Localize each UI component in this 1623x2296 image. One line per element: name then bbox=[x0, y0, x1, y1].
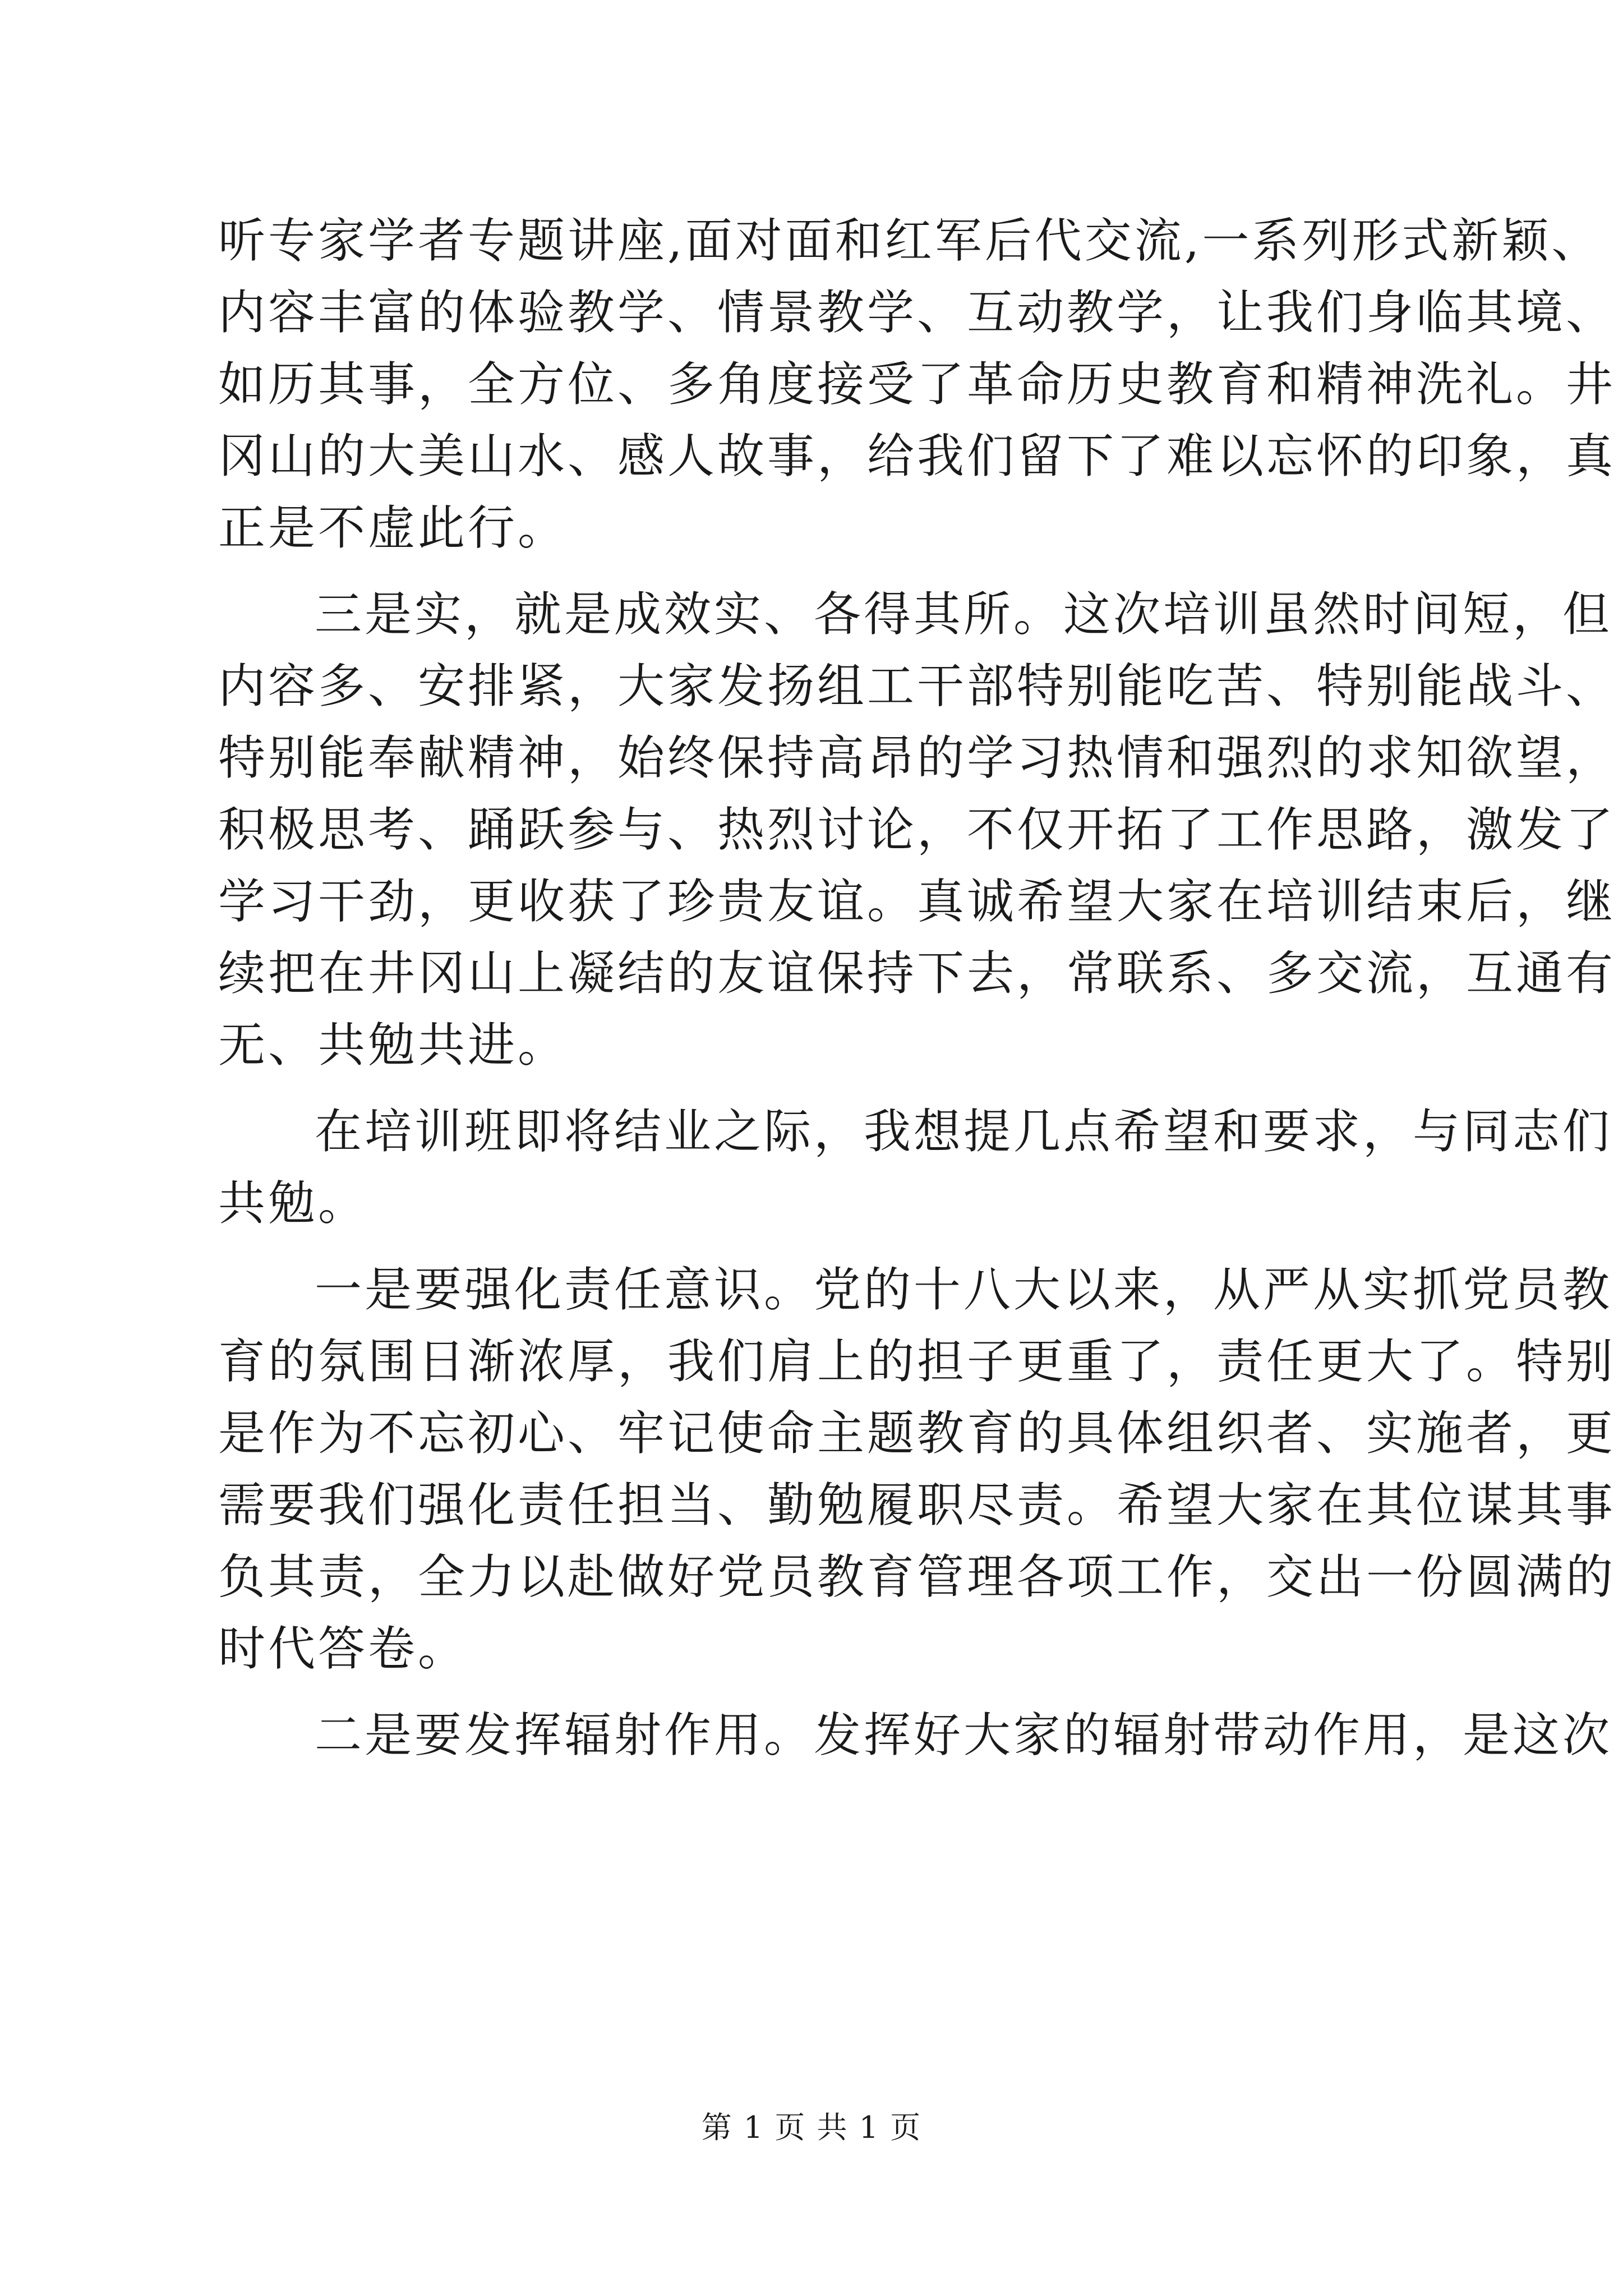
text-line: 积极思考、踊跃参与、热烈讨论，不仅开拓了工作思路，激发了 bbox=[218, 802, 1616, 857]
text-line: 是作为不忘初心、牢记使命主题教育的具体组织者、实施者，更 bbox=[218, 1406, 1616, 1461]
document-body bbox=[218, 205, 1616, 1771]
text-line: 无、共勉共进。 bbox=[218, 1018, 568, 1073]
text-line: 育的氛围日渐浓厚，我们肩上的担子更重了，责任更大了。特别 bbox=[218, 1334, 1616, 1389]
text-line: 时代答卷。 bbox=[218, 1621, 468, 1676]
text-line: 内容丰富的体验教学、情景教学、互动教学，让我们身临其境、 bbox=[218, 285, 1616, 340]
text-line: 负其责，全力以赴做好党员教育管理各项工作，交出一份圆满的 bbox=[218, 1549, 1616, 1604]
paragraph-first-line: 一是要强化责任意识。党的十八大以来，从严从实抓党员教 bbox=[315, 1262, 1613, 1317]
text-line: 正是不虚此行。 bbox=[218, 500, 568, 555]
text-line: 特别能奉献精神，始终保持高昂的学习热情和强烈的求知欲望， bbox=[218, 730, 1616, 785]
text-line: 续把在井冈山上凝结的友谊保持下去，常联系、多交流，互通有 bbox=[218, 946, 1616, 1001]
paragraph-first-line: 在培训班即将结业之际，我想提几点希望和要求，与同志们 bbox=[315, 1104, 1613, 1159]
page-number-footer: 第 1 页 共 1 页 bbox=[701, 2110, 922, 2145]
text-line: 内容多、安排紧，大家发扬组工干部特别能吃苦、特别能战斗、 bbox=[218, 659, 1616, 714]
paragraph-first-line: 二是要发挥辐射作用。发挥好大家的辐射带动作用，是这次 bbox=[315, 1708, 1613, 1763]
text-line: 如历其事，全方位、多角度接受了革命历史教育和精神洗礼。井 bbox=[218, 357, 1616, 412]
text-line: 冈山的大美山水、感人故事，给我们留下了难以忘怀的印象，真 bbox=[218, 429, 1616, 484]
paragraph-first-line: 三是实，就是成效实、各得其所。这次培训虽然时间短，但 bbox=[315, 587, 1613, 642]
text-line: 学习干劲，更收获了珍贵友谊。真诚希望大家在培训结束后，继 bbox=[218, 874, 1616, 929]
text-line: 需要我们强化责任担当、勤勉履职尽责。希望大家在其位谋其事 bbox=[218, 1478, 1616, 1533]
text-line: 共勉。 bbox=[218, 1176, 368, 1231]
text-line: 听专家学者专题讲座,面对面和红军后代交流,一系列形式新颖、 bbox=[218, 213, 1602, 268]
